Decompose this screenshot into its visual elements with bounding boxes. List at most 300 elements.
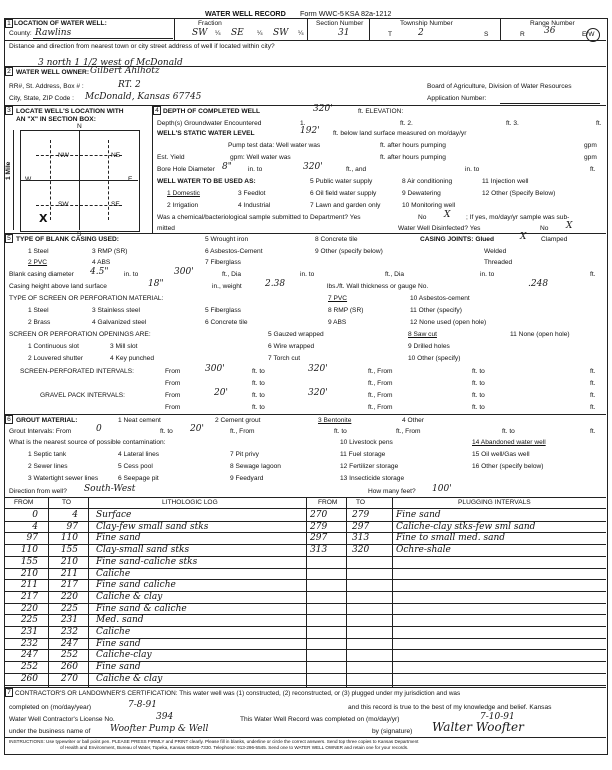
gp-ft-end-2: ft. (590, 404, 596, 411)
casing-wrought: 5 Wrought iron (205, 236, 249, 243)
log-from: 210 (20, 568, 38, 579)
open-other: 10 Other (specify) (408, 355, 461, 362)
screen-brass: 2 Brass (28, 319, 51, 326)
grout-to: 20' (190, 424, 204, 434)
cont-fertilizer: 12 Fertilizer storage (340, 463, 399, 470)
feet-label: How many feet? (368, 488, 416, 495)
township-label: Township Number (400, 20, 453, 27)
gw-2: ft. 2. (400, 120, 413, 127)
screen-other: 11 Other (specify) (410, 307, 462, 314)
grout-intervals-label: Grout Intervals: From (9, 428, 72, 435)
section-box-dash-h1 (36, 155, 122, 156)
distance-value: 3 north 1 1/2 west of McDonald (38, 58, 183, 68)
open-wire: 6 Wire wrapped (268, 343, 315, 350)
spi-from: 300' (205, 364, 225, 374)
log-from: 225 (20, 615, 38, 626)
feet-value: 100' (432, 484, 452, 494)
log-to: 231 (60, 615, 78, 626)
log-to-header: TO (62, 499, 72, 506)
height-label: Casing height above land surface (9, 283, 107, 290)
chem-label: Was a chemical/bacteriological sample submitted to Department? Yes (157, 214, 361, 221)
cont-abandoned: 14 Abandoned water well (472, 439, 546, 446)
depth-label: DEPTH OF COMPLETED WELL (163, 108, 261, 115)
cont-other: 16 Other (specify below) (472, 463, 544, 470)
use-other: 12 Other (Specify Below) (482, 190, 556, 197)
log-from: 4 (32, 521, 38, 532)
disinfect-label: Water Well Disinfected? Yes (398, 225, 481, 232)
gp-from: 20' (214, 388, 228, 398)
depth-value: 320' (313, 104, 333, 114)
log-row-line-2 (306, 603, 606, 604)
chem-rest: ; If yes, mo/day/yr sample was sub- (466, 214, 570, 221)
casing-steel: 1 Steel (28, 248, 49, 255)
open-louvered: 2 Louvered shutter (28, 355, 83, 362)
form-title: WATER WELL RECORD (205, 9, 286, 18)
open-mill: 3 Mill slot (110, 343, 138, 350)
grout-rest-3: ft., From (396, 428, 421, 435)
fraction-label: Fraction (198, 20, 222, 27)
joints-label: CASING JOINTS: Glued (420, 236, 495, 243)
spi-to: 320' (308, 364, 328, 374)
use-oilfield: 6 Oil field water supply (310, 190, 377, 197)
use-industrial: 4 Industrial (238, 202, 271, 209)
log-row-line (4, 685, 306, 686)
log-row-line-2 (306, 649, 606, 650)
log-col-3 (306, 497, 307, 687)
log-col-1 (48, 497, 49, 687)
gauge-value: .248 (528, 279, 549, 289)
rr-value: RT. 2 (118, 80, 141, 90)
log-row-line-2 (306, 626, 606, 627)
by-signature-label: by (signature) (372, 728, 413, 735)
log2-description: Fine to small med. sand (396, 533, 506, 544)
ksa-number: KSA 82a-1212 (345, 9, 392, 18)
s1-divider-4 (500, 18, 501, 40)
use-public: 5 Public water supply (310, 178, 373, 185)
log-description: Fine sand (96, 638, 141, 649)
compass-e: E (128, 176, 133, 183)
quarter-1: ¼ (215, 30, 221, 37)
grout-rest-4: ft. to (502, 428, 515, 435)
use-irrigation: 2 Irrigation (167, 202, 199, 209)
signature: Walter Woofter (432, 720, 524, 734)
gp-label: GRAVEL PACK INTERVALS: (40, 392, 126, 399)
openings-label: SCREEN OR PERFORATION OPENINGS ARE: (9, 331, 151, 338)
diameter-value: 4.5" (90, 267, 109, 277)
bore-ft: ft. (590, 166, 596, 173)
log-to: 247 (60, 638, 78, 649)
section-box-dash-v2 (108, 140, 109, 220)
license-label: Water Well Contractor's License No. (9, 716, 115, 723)
log-to: 220 (60, 591, 78, 602)
gp-ft-from: ft., From (368, 392, 393, 399)
diameter-ft: ft., Dia (222, 271, 242, 278)
cont-privy: 7 Pit privy (230, 451, 259, 458)
log2-from: 297 (310, 533, 328, 544)
yield-gpm: gpm (584, 154, 597, 161)
township-s: S (484, 31, 489, 38)
diameter-in: in. to (124, 271, 139, 278)
log-col-2 (88, 497, 89, 687)
diameter-ft-3: ft. (590, 271, 596, 278)
section-6-number: 6 (5, 415, 13, 424)
casing-concrete: 8 Concrete tile (315, 236, 358, 243)
cont-feedyard: 9 Feedyard (230, 475, 264, 482)
cont-lagoon: 8 Sewage lagoon (230, 463, 281, 470)
log-to: 211 (60, 568, 78, 579)
log-from: 217 (20, 591, 38, 602)
city-value: McDonald, Kansas 67745 (85, 92, 202, 102)
diameter-ft-2: ft., Dia (385, 271, 405, 278)
cont-sewer: 2 Sewer lines (28, 463, 68, 470)
open-key: 4 Key punched (110, 355, 154, 362)
quadrant-ne: NE (111, 152, 121, 159)
log-to-header-2: TO (356, 499, 366, 506)
weight-value: 2.38 (265, 279, 286, 289)
log-header-line (4, 508, 606, 509)
log-from: 247 (20, 650, 38, 661)
county-underline (33, 38, 173, 39)
diameter-to: 300' (174, 267, 194, 277)
grout-to-label: ft. to (160, 428, 173, 435)
fraction-2: SE (231, 28, 244, 38)
log-description: Med. sand (96, 615, 144, 626)
log2-to: 297 (352, 521, 370, 532)
cert-text: CONTRACTOR'S OR LANDOWNER'S CERTIFICATION: This water well was (1) constructed, (2) reconstructed, or (3) plugged under my jurisdiction and was (15, 690, 461, 697)
log-to: 270 (60, 673, 78, 684)
log2-from: 270 (310, 510, 328, 520)
section-box-dash-h2 (36, 205, 122, 206)
log-to: 210 (60, 556, 78, 567)
log-to: 260 (60, 662, 78, 673)
mile-bar (13, 130, 14, 230)
range-ew: E/W (582, 31, 595, 38)
diameter-in-2: in. to (300, 271, 315, 278)
grout-rest-2: ft. to (334, 428, 347, 435)
log-from: 220 (20, 603, 38, 614)
county-value: Rawlins (35, 28, 72, 38)
fraction-3: SW (273, 28, 289, 38)
instructions-line (4, 737, 606, 738)
use-injection: 11 Injection well (482, 178, 529, 185)
log-description: Fine sand-caliche stks (96, 556, 198, 567)
disinfect-no: No (540, 225, 549, 232)
s1-divider-3 (369, 18, 370, 40)
direction-value: South-West (84, 484, 136, 494)
completed-rest: and this record is true to the best of my knowledge and belief. Kansas (348, 704, 552, 711)
log-row-line-2 (306, 673, 606, 674)
application-number-line (500, 103, 600, 104)
spi-ft-to-2: ft. to (472, 380, 485, 387)
s1-divider-2 (307, 18, 308, 40)
casing-pvc: 2 PVC (28, 259, 48, 266)
log-from-header: FROM (14, 499, 34, 506)
cont-insecticide: 13 Insecticide storage (340, 475, 405, 482)
log2-to: 313 (352, 533, 370, 544)
grout-rest-5: ft. (590, 428, 596, 435)
screen-stainless: 3 Stainless steel (92, 307, 141, 314)
grout-other: 4 Other (402, 417, 424, 424)
log-description: Caliche (96, 627, 131, 637)
joints-threaded: Threaded (484, 259, 513, 266)
contamination-label: What is the nearest source of possible contamination: (9, 439, 166, 446)
log-description: Surface (96, 510, 132, 520)
s1-line-1 (4, 40, 606, 41)
log2-from: 279 (310, 521, 328, 532)
screen-concrete: 6 Concrete tile (205, 319, 248, 326)
screen-fiberglass: 5 Fiberglass (205, 307, 241, 314)
log-from: 231 (20, 627, 38, 637)
cont-watertight: 3 Watertight sewer lines (28, 475, 99, 482)
spi-from-label-2: From (165, 380, 181, 387)
yield-after: ft. after hours pumping (380, 154, 446, 161)
joints-x: X (520, 232, 527, 242)
groundwater-label: Depth(s) Groundwater Encountered (157, 120, 262, 127)
log-to: 225 (60, 603, 78, 614)
instructions-2: of Health and Environment, Bureau of Water, Topeka, Kansas 66620-7330. Telephone: 913-296-5545. Send one to WATER WELL OWNER and retain one for your records. (60, 745, 409, 750)
casing-rmp: 3 RMP (SR) (92, 248, 128, 255)
grout-neat: 1 Neat cement (118, 417, 161, 424)
county-label: County: (9, 30, 32, 37)
log-row-line-2 (306, 579, 606, 580)
depth-unit: ft. ELEVATION: (358, 108, 404, 115)
locate-title: LOCATE WELL'S LOCATION WITH (16, 108, 124, 115)
compass-w: W (25, 176, 32, 183)
log-from: 155 (20, 556, 38, 567)
cont-septic: 1 Septic tank (28, 451, 67, 458)
gp-ft-to-2: ft. to (472, 404, 485, 411)
section-box-hcenter (20, 180, 138, 181)
use-domestic: 1 Domestic (167, 190, 200, 197)
log-description: Clay-small sand stks (96, 545, 190, 556)
est-yield-rest: gpm: Well water was (230, 154, 291, 161)
log2-description: Fine sand (396, 510, 441, 520)
log-row-line-2 (306, 638, 606, 639)
screen-abs: 9 ABS (328, 319, 347, 326)
range-label: Range Number (530, 20, 575, 27)
log-to: 217 (60, 580, 78, 591)
screen-asbestos: 10 Asbestos-cement (410, 295, 470, 302)
log-to: 232 (60, 627, 78, 637)
log-description: Fine sand & caliche (96, 603, 187, 614)
business-label: under the business name of (9, 728, 91, 735)
section-7-number: 7 (5, 688, 13, 697)
height-value: 18" (148, 279, 164, 289)
casing-asbestos: 6 Asbestos-Cement (205, 248, 263, 255)
est-yield-label: Est. Yield (157, 154, 185, 161)
chem-x: X (444, 210, 451, 220)
log-row-line-2 (306, 614, 606, 615)
grout-rest-1: ft., From (230, 428, 255, 435)
log-col-5 (392, 497, 393, 687)
spi-ft-from-2: ft., From (368, 380, 393, 387)
gw-1: 1. (300, 120, 306, 127)
pump-test-rest: ft. after hours pumping (380, 142, 446, 149)
compass-s: S (77, 231, 82, 238)
log-description: Caliche & clay (96, 673, 163, 684)
gp-ft-end: ft. (590, 392, 596, 399)
gp-ft-to: ft. to (472, 392, 485, 399)
log-to: 4 (72, 510, 78, 520)
cont-fuel: 11 Fuel storage (340, 451, 386, 458)
use-label: WELL WATER TO BE USED AS: (157, 178, 256, 185)
log-description: Fine sand (96, 533, 141, 544)
log-to: 252 (60, 650, 78, 661)
application-number-label: Application Number: (427, 95, 487, 102)
s3-top-line (4, 105, 606, 106)
screen-none: 12 None used (open hole) (410, 319, 487, 326)
record-date: 7-10-91 (480, 712, 515, 722)
section-1-number: 1 (5, 19, 13, 28)
log-from: 232 (20, 638, 38, 649)
compass-n: N (77, 123, 82, 130)
spi-ft-to: ft. to (472, 368, 485, 375)
rr-label: RR#, St. Address, Box # : (9, 83, 84, 90)
license-value: 394 (156, 712, 174, 722)
form-number: Form WWC-5 (300, 9, 344, 18)
gp-from-label: From (165, 392, 181, 399)
log2-description: Caliche-clay stks-few sml sand (396, 521, 536, 532)
spi-ft-end-2: ft. (590, 380, 596, 387)
log-from: 97 (26, 533, 38, 544)
fraction-1: SW (192, 28, 208, 38)
use-air: 8 Air conditioning (402, 178, 453, 185)
township-t: T (388, 31, 393, 38)
quarter-2: ¼ (257, 30, 263, 37)
gp-ft-from-2: ft., From (368, 404, 393, 411)
log-description: Fine sand (96, 662, 141, 673)
grout-bentonite: 3 Bentonite (318, 417, 352, 424)
weight-unit: lbs./ft. Wall thickness or gauge No. (327, 283, 429, 290)
cont-oilgas: 15 Oil well/Gas well (472, 451, 530, 458)
casing-other: 9 Other (specify below) (315, 248, 383, 255)
log-from: 0 (32, 510, 38, 520)
screen-rmp: 8 RMP (SR) (328, 307, 364, 314)
spi-to-label-2: ft. to (252, 380, 265, 387)
log2-to: 320 (352, 545, 370, 556)
open-drilled: 9 Drilled holes (408, 343, 450, 350)
log2-to: 279 (352, 510, 370, 520)
s7-top-line (4, 687, 606, 688)
section-box-dash-v1 (50, 140, 51, 220)
gp-to-label: ft. to (252, 392, 265, 399)
open-none: 11 None (open hole) (510, 331, 570, 338)
cont-livestock: 10 Livestock pens (340, 439, 393, 446)
height-in: in., weight (212, 283, 242, 290)
screen-pvc: 7 PVC (328, 295, 348, 302)
use-monitoring: 10 Monitoring well (402, 202, 456, 209)
log2-from: 313 (310, 545, 328, 556)
diameter-label: Blank casing diameter (9, 271, 74, 278)
log-row-line-2 (306, 685, 606, 686)
spi-label: SCREEN-PERFORATED INTERVALS: (20, 368, 134, 375)
mitted-label: mitted (157, 225, 175, 232)
bore-rest: ft., and (346, 166, 367, 173)
log-description: Fine sand caliche (96, 580, 176, 591)
log-row-line-2 (306, 591, 606, 592)
open-saw: 8 Saw cut (408, 331, 437, 338)
pump-gpm: gpm (584, 142, 597, 149)
disinfect-x: X (566, 221, 573, 231)
quadrant-se: SE (111, 201, 120, 208)
gp-from-label-2: From (165, 404, 181, 411)
log-top-line (4, 497, 606, 498)
static-level-value: 192' (300, 126, 320, 136)
log-row-line-2 (306, 661, 606, 662)
chem-no: No (418, 214, 427, 221)
section-4-number: 4 (153, 106, 161, 115)
pump-test-label: Pump test data: Well water was (228, 142, 321, 149)
log-col-4 (346, 497, 347, 687)
log-description: Caliche & clay (96, 591, 163, 602)
bore-to: 320' (303, 162, 323, 172)
log-to: 97 (66, 521, 78, 532)
license-rest: This Water Well Record was completed on (mo/day/yr) (240, 716, 400, 723)
log2-description: Ochre-shale (396, 545, 451, 556)
section-3-number: 3 (5, 106, 13, 115)
instructions-1: INSTRUCTIONS: Use typewriter or ball point pen. PLEASE PRESS FIRMLY and PRINT clearly. Please fill in blanks, underline or circle the correct answers. Send top three copies to Kansas Department (9, 739, 419, 744)
spi-from-label: From (165, 368, 181, 375)
completed-value: 7-8-91 (128, 700, 157, 710)
log-to: 155 (60, 545, 78, 556)
gw-4: ft. (596, 120, 602, 127)
log-plug-header: PLUGGING INTERVALS (458, 499, 531, 506)
log-from-header-2: FROM (318, 499, 338, 506)
open-gauzed: 5 Gauzed wrapped (268, 331, 324, 338)
s1-divider-1 (174, 18, 175, 40)
open-torch: 7 Torch cut (268, 355, 301, 362)
grout-label: GROUT MATERIAL: (16, 417, 78, 424)
range-number: 36 (544, 26, 556, 36)
casing-abs: 4 ABS (92, 259, 111, 266)
gp-to-label-2: ft. to (252, 404, 265, 411)
section-number-label: Section Number (316, 20, 364, 27)
s3-divider (152, 105, 153, 233)
range-r: R (520, 31, 525, 38)
grout-cement: 2 Cement grout (215, 417, 261, 424)
log-row-line-2 (306, 556, 606, 557)
section-number: 31 (338, 28, 350, 38)
cont-cess: 5 Cess pool (118, 463, 153, 470)
quarter-3: ¼ (298, 30, 304, 37)
diameter-in-3: in. to (480, 271, 495, 278)
quadrant-sw: SW (58, 201, 69, 208)
cont-seepage: 6 Seepage pit (118, 475, 159, 482)
city-label: City, State, ZIP Code : (9, 95, 74, 102)
log-from: 252 (20, 662, 38, 673)
static-level-rest: ft. below land surface measured on mo/day/yr (333, 130, 467, 137)
owner-value: Gilbert Ahlhotz (90, 66, 160, 76)
section-box (20, 130, 140, 232)
township-number: 2 (418, 28, 424, 38)
owner-label: WATER WELL OWNER: (16, 69, 90, 76)
direction-label: Direction from well? (9, 488, 67, 495)
bore-in-2: in. to (465, 166, 480, 173)
log-description: Clay-few small sand stks (96, 521, 209, 532)
spi-to-label: ft. to (252, 368, 265, 375)
screen-galvanized: 4 Galvanized steel (92, 319, 147, 326)
log-description: Caliche (96, 568, 131, 579)
gp-to: 320' (308, 388, 328, 398)
screen-steel: 1 Steel (28, 307, 49, 314)
log-row-line-2 (306, 544, 606, 545)
distance-label: Distance and direction from nearest town or city street address of well if located within city? (9, 43, 275, 50)
well-location-x: X (39, 212, 48, 225)
section-5-number: 5 (5, 234, 13, 243)
log-row-line-2 (306, 568, 606, 569)
bore-label: Bore Hole Diameter (157, 166, 215, 173)
screen-type-label: TYPE OF SCREEN OR PERFORATION MATERIAL: (9, 295, 164, 302)
